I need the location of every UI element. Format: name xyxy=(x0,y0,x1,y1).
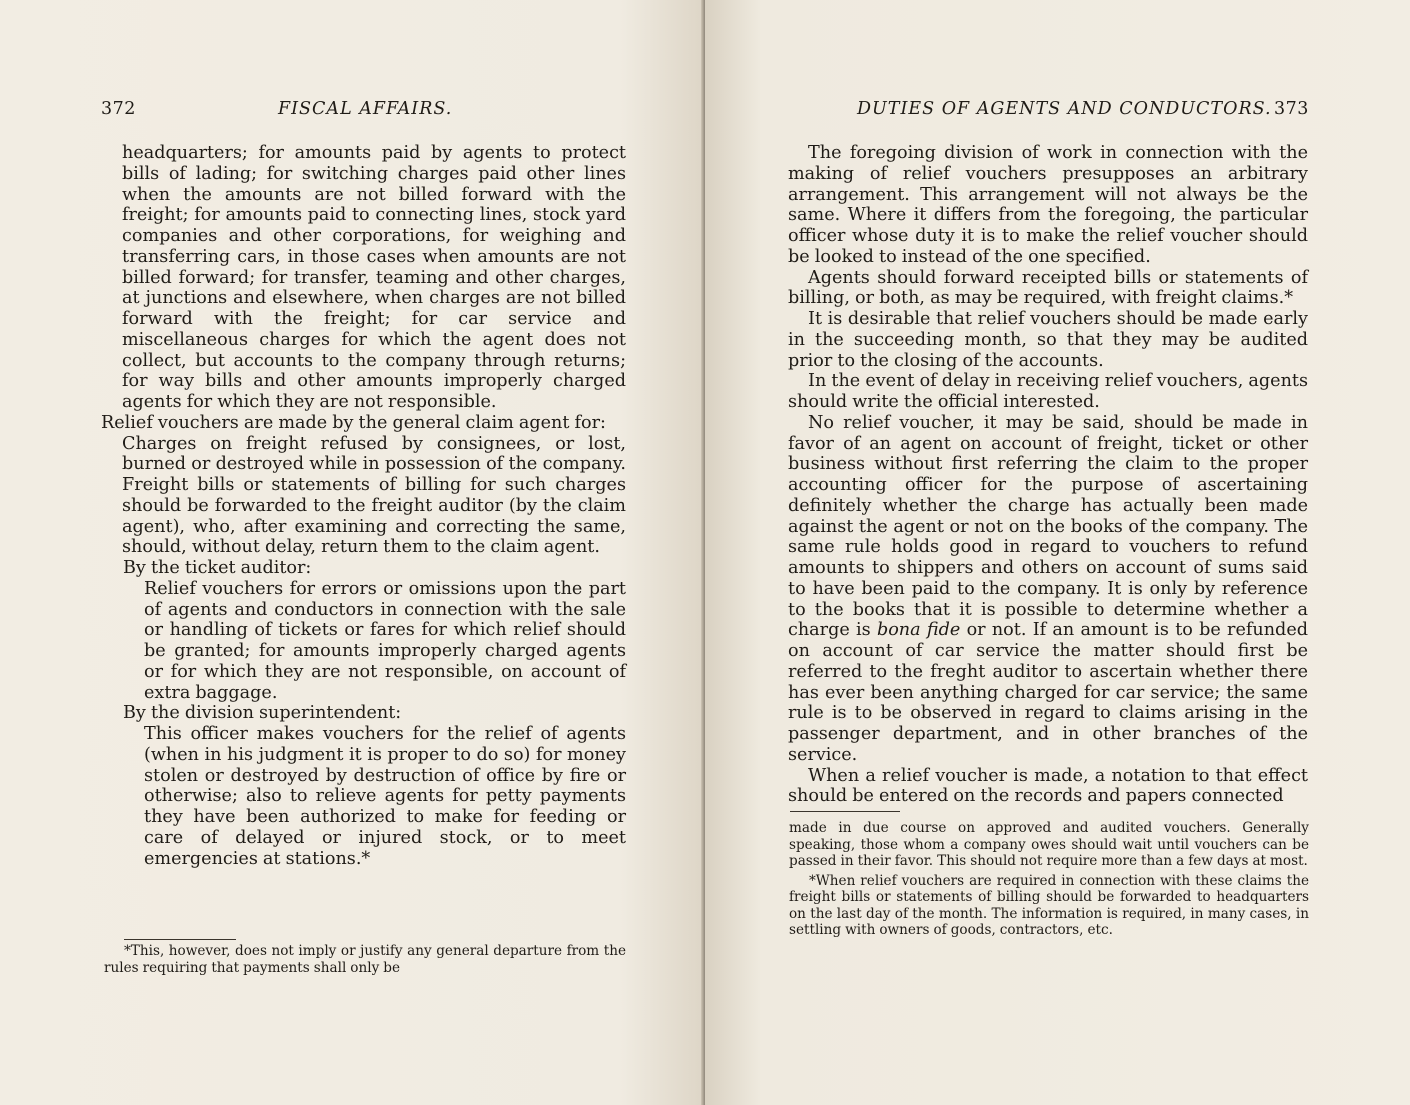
paragraph: By the ticket auditor: xyxy=(123,558,312,578)
paragraph: This officer makes vouchers for the relief of agents (when in his judgment it is proper to do so) for money stolen or destroyed by destruction of office by fire or otherwise; also to relieve agents for petty payments they have been authorized to make for feeding or care of delayed or injured stock, or to meet emergencies at stations.* xyxy=(144,724,626,869)
page-number: 373 xyxy=(1274,99,1309,119)
right-footnotes xyxy=(789,820,1309,939)
footnote-text: *This, however, does not imply or justify any general departure from the rules requiring that payments shall only be xyxy=(104,943,626,976)
running-head: DUTIES OF AGENTS AND CONDUCTORS. xyxy=(857,99,1272,119)
footnote-rule xyxy=(124,939,236,940)
page-number: 372 xyxy=(101,99,136,119)
footnote-text: *When relief vouchers are required in connection with these claims the freight bills or statements of billing should be forwarded to headquarters on the last day of the month. The information is required, in many cases, in settling with owners of goods, contractors, etc. xyxy=(789,872,1309,938)
paragraph: In the event of delay in receiving relief vouchers, agents should write the official interested. xyxy=(788,371,1308,412)
paragraph xyxy=(788,413,1308,766)
footnote-rule xyxy=(790,811,900,812)
paragraph: Charges on freight refused by consignees, or lost, burned or destroyed while in possession of the company. Freight bills or statements of billing for such charges should be forwarded to the freight auditor (by the claim agent), who, after examining and correcting the same, should, without delay, return them to the claim agent. xyxy=(122,433,626,558)
running-head: FISCAL AFFAIRS. xyxy=(278,99,453,119)
left-footnote xyxy=(104,943,626,976)
right-page-body xyxy=(788,143,1308,807)
paragraph-text: or not. If an amount is to be refunded on account of car service the matter should first be referred to the freght auditor to ascertain whether there has ever been anything charged for car service; the same rule is to be observed in regard to claims arising in the passenger department, and in other branches of the service. xyxy=(788,620,1308,765)
paragraph: headquarters; for amounts paid by agents to protect bills of lading; for switching charges paid other lines when the amounts are not billed forward with the freight; for amounts paid to connecting lines, stock yard companies and other corporations, for weighing and transferring cars, in those cases when amounts are not billed forward; for transfer, teaming and other charges, at junctions and elsewhere, when charges are not billed forward with the freight; for car service and miscellaneous charges for which the agent does not collect, but accounts to the company through returns; for way bills and other amounts improperly charged agents for which they are not responsible. xyxy=(122,143,626,412)
paragraph: When a relief voucher is made, a notation to that effect should be entered on the records and papers connected xyxy=(788,765,1308,807)
paragraph-text: No relief voucher, it may be said, should be made in favor of an agent on account of freight, ticket or other business without first referring the claim to the proper accounting officer for the purpose of ascertaining definitely whether the charge has actually been made against the agent or not on the books of the company. The same rule holds good in regard to vouchers to refund amounts to shippers and others on account of sums said to have been paid to the company. It is only by reference to the books that it is possible to determine whether a charge is xyxy=(788,412,1308,641)
paragraph: It is desirable that relief vouchers should be made early in the succeeding month, so that they may be audited prior to the closing of the accounts. xyxy=(788,309,1308,371)
paragraph: Relief vouchers for errors or omissions upon the part of agents and conductors in connection with the sale or handling of tickets or fares for which relief should be granted; for amounts improperly charged agents or for which they are not responsible, on account of extra baggage. xyxy=(144,578,626,703)
left-page-body xyxy=(101,143,626,869)
italic-term: bona fide xyxy=(876,620,961,641)
right-page xyxy=(705,0,1410,1105)
paragraph: The foregoing division of work in connection with the making of relief vouchers presupposes an arbitrary arrangement. This arrangement will not always be the same. Where it differs from the foregoing, the particular officer whose duty it is to make the relief voucher should be looked to instead of the one specified. xyxy=(788,143,1308,267)
footnote-text: made in due course on approved and audited vouchers. Generally speaking, those whom a company owes should wait until vouchers can be passed in their favor. This should not require more than a few days at most. xyxy=(789,820,1309,869)
paragraph: Relief vouchers are made by the general claim agent for: xyxy=(101,412,606,433)
paragraph: By the division superintendent: xyxy=(123,703,402,724)
paragraph: Agents should forward receipted bills or statements of billing, or both, as may be required, with freight claims.* xyxy=(788,267,1308,309)
